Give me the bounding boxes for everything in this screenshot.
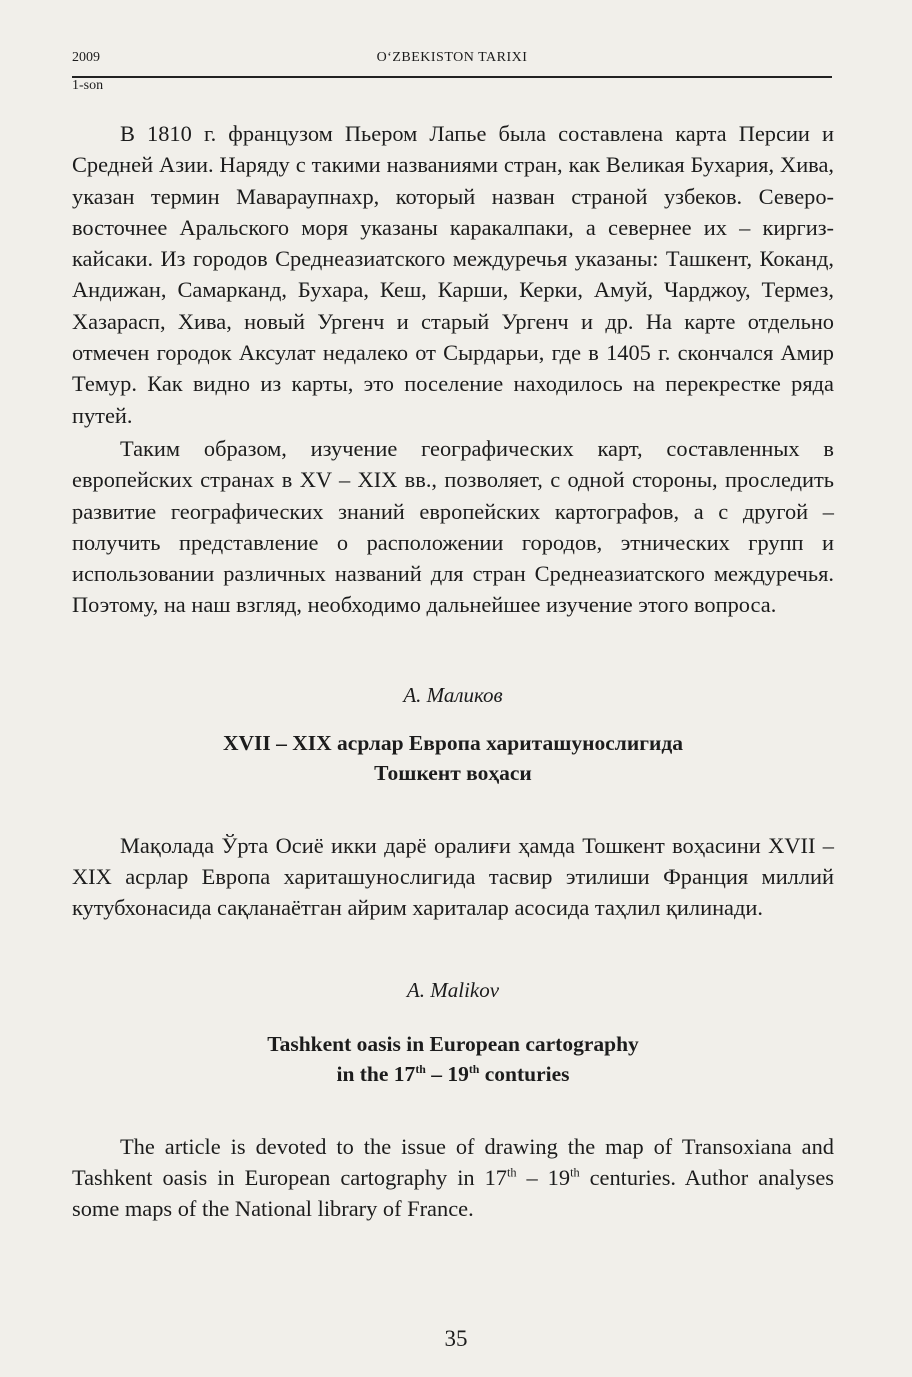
english-title-line1: Tashkent oasis in European cartography: [267, 1031, 639, 1056]
header-issue: 1-son: [72, 78, 104, 93]
page-number: 35: [444, 1326, 468, 1351]
uzbek-abstract: Мақолада Ўрта Осиё икки дарё оралиғи ҳамда Тошкент воҳасини XVII – XIX асрлар Европа хариташунослигида тасвир этилиши Франция миллий кутубхонасида сақланаётган айрим хариталар асосида таҳлил қилинади.: [72, 832, 834, 921]
running-header: [72, 44, 832, 78]
paragraph-1: В 1810 г. французом Пьером Лапье была составлена карта Персии и Средней Азии. Наряду с такими названиями стран, как Великая Бухария, Хива, указан термин Мавараупнахр, который назван страной узбеков. Северо-восточнее Аральского моря указаны каракалпаки, а севернее их – киргиз-кайсаки. Из городов Среднеазиатского междуречья указаны: Ташкент, Коканд, Андижан, Самарканд, Бухара, Кеш, Карши, Керки, Амуй, Чарджоу, Термез, Хазарасп, Хива, новый Ургенч и старый Ургенч и др. На карте отдельно отмечен городок Аксулат недалеко от Сырдарьи, где в 1405 г. скончался Амир Темур. Как видно из карты, это поселение находилось на перекрестке ряда путей.: [72, 121, 834, 428]
article-body: [72, 118, 834, 1225]
header-year: 2009: [72, 50, 100, 65]
uzbek-author: А. Маликов: [403, 682, 503, 707]
paragraph-2: Таким образом, изучение географических карт, составленных в европейских странах в XV – XIX вв., позволяет, с одной стороны, проследить развитие географических знаний европейских картографов, а с другой – получить представление о расположении городов, этнических групп и использовании различных названий для стран Среднеазиатского междуречья. Поэтому, на наш взгляд, необходимо дальнейшее изучение этого вопроса.: [72, 435, 834, 618]
header-journal-title: O‘ZBEKISTON TARIXI: [376, 50, 528, 65]
uzbek-title-line1: XVII – XIX асрлар Европа хариташунослигида: [222, 730, 684, 755]
english-abstract: The article is devoted to the issue of drawing the map of Transoxiana and Tashkent oasis in European cartography in 17th – 19th centuries. Author analyses some maps of the National library of France.: [72, 1133, 834, 1222]
english-title-line2: in the 17th – 19th conturies: [336, 1061, 570, 1086]
uzbek-title-line2: Тошкент воҳаси: [374, 760, 532, 785]
english-author: A. Malikov: [406, 977, 500, 1002]
